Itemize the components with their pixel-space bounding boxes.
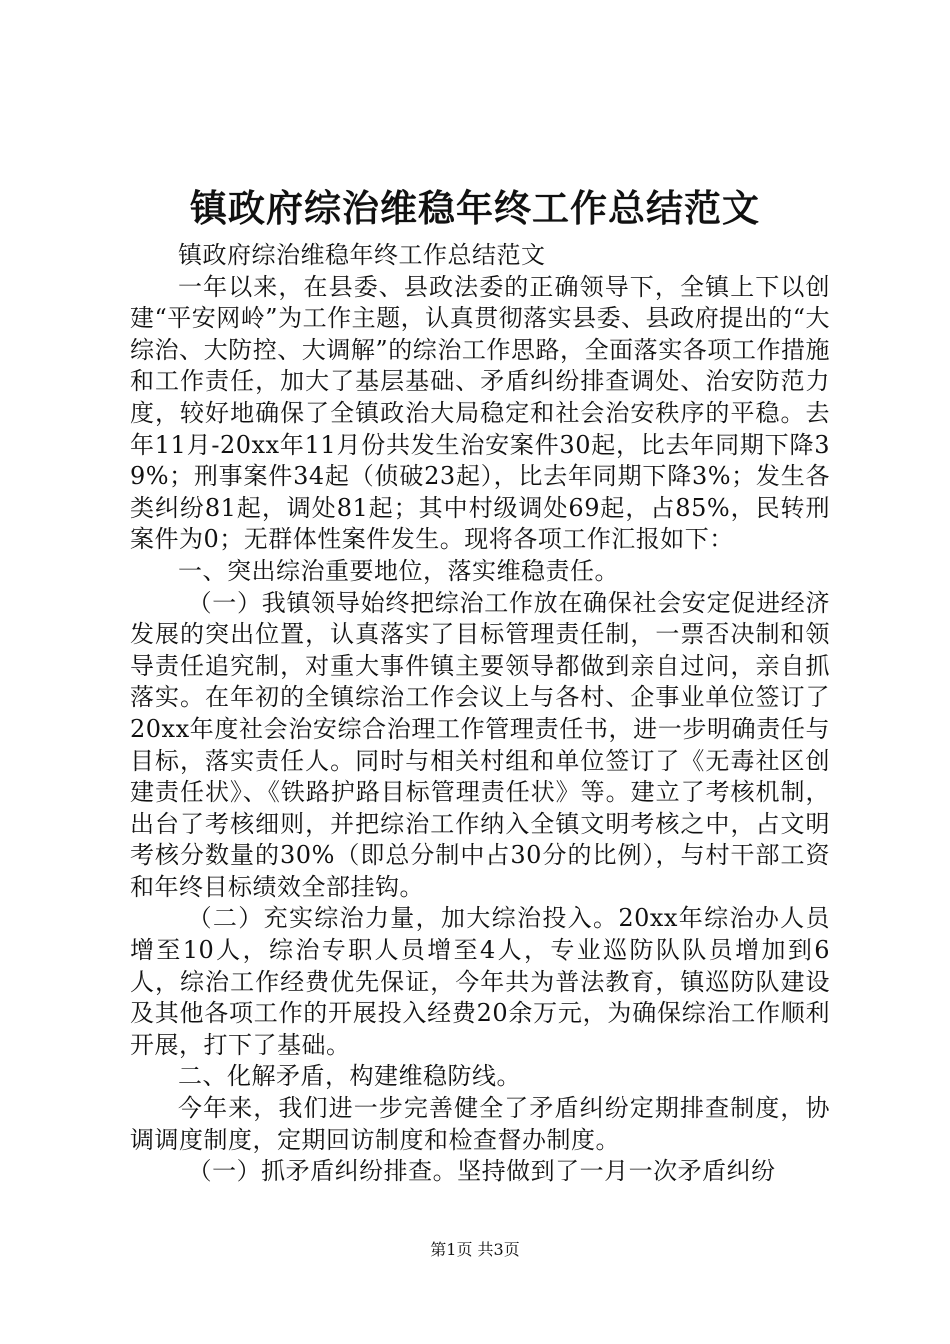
paragraph-heading-repeat: 镇政府综治维稳年终工作总结范文 — [178, 241, 546, 269]
paragraph-intro: 一年以来，在县委、县政法委的正确领导下，全镇上下以创建“平安网岭”为工作主题，认真贯彻落实县委、县政府提出的“大综治、大防控、大调解”的综治工作思路，全面落实各项工作措施和工作责任，加大了基层基础、矛盾纠纷排查调处、治安防范力度，较好地确保了全镇政治大局稳定和社会治安秩序的平稳。去年11月-20xx年11月份共发生治安案件30起，比去年同期下降39%；刑事案件34起（侦破23起），比去年同期下降3%；发生各类纠纷81起，调处81起；其中村级调处69起，占85%，民转刑案件为0；无群体性案件发生。现将各项工作汇报如下： — [130, 272, 830, 554]
paragraph-section-1-item-2: （二）充实综治力量，加大综治投入。20xx年综治办人员增至10人，综治专职人员增至4人，专业巡防队队员增加到6人，综治工作经费优先保证，今年共为普法教育，镇巡防队建设及其他各项工作的开展投入经费20余万元，为确保综治工作顺利开展，打下了基础。 — [130, 904, 830, 1059]
section-heading-2: 二、化解矛盾，构建维稳防线。 — [178, 1062, 521, 1091]
section-heading-1: 一、突出综治重要地位，落实维稳责任。 — [178, 556, 619, 585]
document-title: 镇政府综治维稳年终工作总结范文 — [190, 186, 760, 230]
paragraph-section-1-item-1: （一）我镇领导始终把综治工作放在确保社会安定促进经济发展的突出位置，认真落实了目标管理责任制，一票否决制和领导责任追究制，对重大事件镇主要领导都做到亲自过问，亲自抓落实。在年初的全镇综治工作会议上与各村、企事业单位签订了20xx年度社会治安综合治理工作管理责任书，进一步明确责任与目标，落实责任人。同时与相关村组和单位签订了《无毒社区创建责任状》、《铁路护路目标管理责任状》等。建立了考核机制，出台了考核细则，并把综治工作纳入全镇文明考核之中，占文明考核分数量的30%（即总分制中占30分的比例），与村干部工资和年终目标绩效全部挂钩。 — [130, 588, 830, 901]
document-body — [130, 240, 830, 1188]
page-footer: 第1页 共3页 — [430, 1240, 520, 1259]
paragraph-section-2-intro: 今年来，我们进一步完善健全了矛盾纠纷定期排查制度，协调调度制度，定期回访制度和检查督办制度。 — [130, 1094, 830, 1154]
paragraph-section-2-item-1: （一）抓矛盾纠纷排查。坚持做到了一月一次矛盾纠纷 — [187, 1157, 776, 1186]
